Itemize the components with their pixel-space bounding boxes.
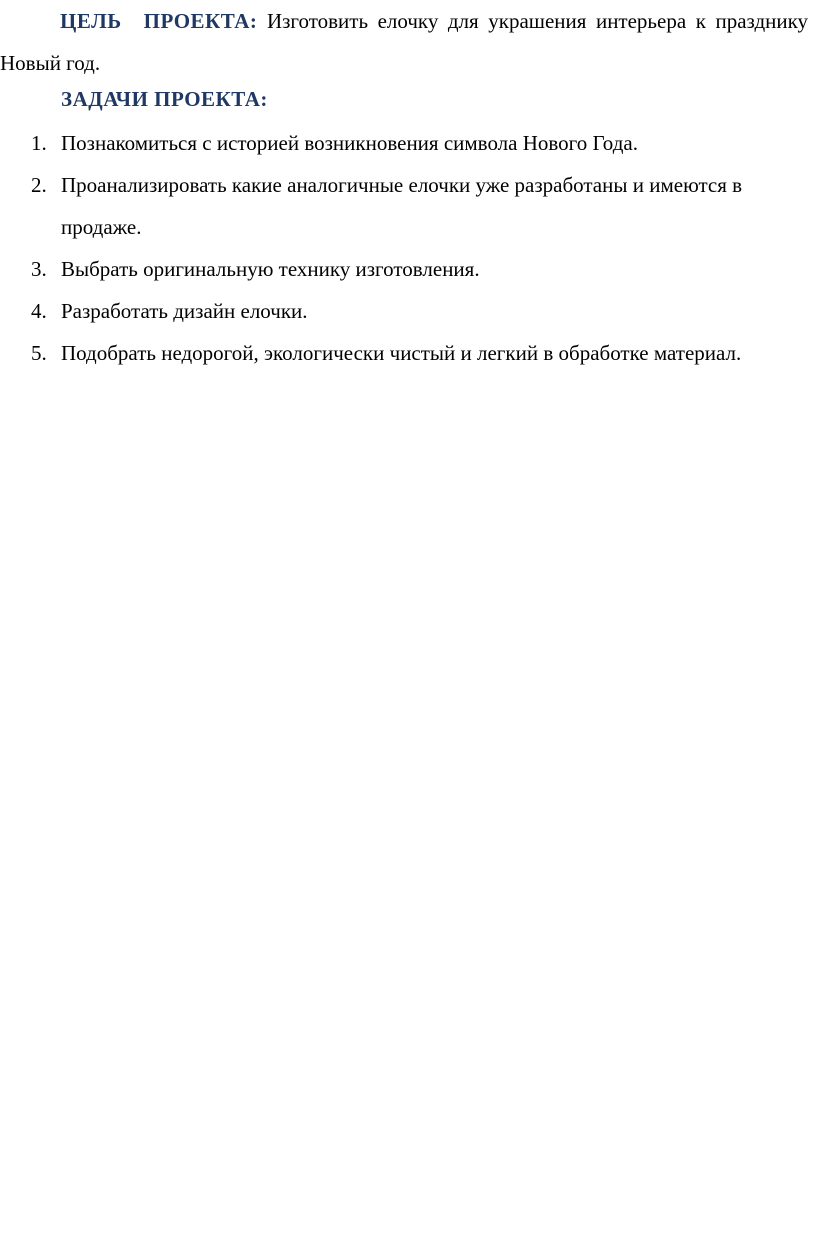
list-item-text: Познакомиться с историей возникновения символа Нового Года. [61,131,638,155]
project-goal-text: Изготовить елочку для украшения интерьера к празднику Новый год. [0,9,809,75]
list-item [0,290,751,332]
list-item-number: 2. [31,173,47,197]
list-item [0,332,751,374]
list-item-number: 5. [31,341,47,365]
list-item-number: 4. [31,299,47,323]
list-item-text: Подобрать недорогой, экологически чистый и легкий в обработке материал. [61,341,742,365]
list-item-text: Проанализировать какие аналогичные елочки уже разработаны и имеются в продаже. [61,173,743,239]
list-item-text: Разработать дизайн елочки. [61,299,308,323]
list-item [0,164,751,248]
list-item [0,122,751,164]
project-goal-label: ЦЕЛЬ ПРОЕКТА: [60,9,258,33]
project-tasks-list [0,122,800,374]
project-tasks-heading: ЗАДАЧИ ПРОЕКТА: [61,87,268,111]
project-goal-paragraph [0,0,808,84]
list-item-number: 3. [31,257,47,281]
list-item [0,248,751,290]
list-item-text: Выбрать оригинальную технику изготовления. [61,257,480,281]
list-item-number: 1. [31,131,47,155]
